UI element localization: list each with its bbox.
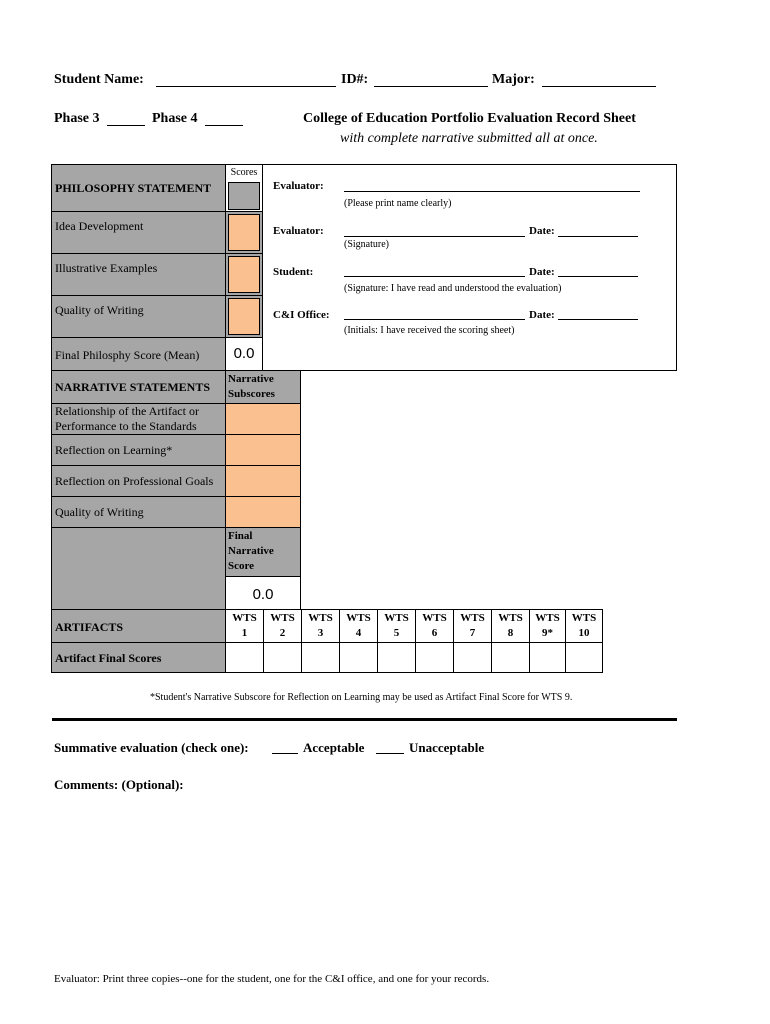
- office-initials-field[interactable]: [344, 319, 525, 320]
- wts-header-number: 2: [279, 627, 286, 639]
- evaluator1-field[interactable]: [344, 191, 640, 192]
- unacceptable-checkbox[interactable]: [376, 753, 404, 754]
- phase4-field[interactable]: [205, 125, 243, 126]
- comments-area[interactable]: [54, 797, 674, 957]
- phase3-label: Phase 3: [54, 111, 100, 126]
- major-field[interactable]: [542, 86, 656, 87]
- narrative-row: [51, 465, 226, 497]
- philosophy-item-label: Illustrative Examples: [55, 261, 158, 275]
- artifact-score-input[interactable]: [565, 642, 603, 673]
- footer-instructions: Evaluator: Print three copies--one for the student, one for the C&I office, and one for your records.: [54, 973, 490, 985]
- evaluator2-date-label: Date:: [529, 225, 555, 237]
- evaluator1-note: (Please print name clearly): [344, 198, 452, 209]
- wts-header-2: [263, 609, 302, 643]
- narrative-final-value: 0.0: [252, 586, 274, 603]
- phase4-label: Phase 4: [152, 111, 198, 126]
- office-date-label: Date:: [529, 309, 555, 321]
- id-label: ID#:: [341, 72, 369, 87]
- wts-header-number: 1: [241, 627, 248, 639]
- philosophy-final-score: [225, 337, 263, 371]
- wts-header-top: WTS: [232, 612, 257, 624]
- philosophy-item-label: Quality of Writing: [55, 303, 144, 317]
- narrative-row: [51, 496, 226, 528]
- narrative-final-score: [225, 576, 301, 610]
- evaluator1-label: Evaluator:: [273, 180, 324, 192]
- student-date-label: Date:: [529, 266, 555, 278]
- signature-box: [262, 164, 677, 371]
- wts-header-7: [453, 609, 492, 643]
- wts-header-top: WTS: [571, 612, 597, 624]
- wts-header-4: [339, 609, 378, 643]
- wts-header-top: WTS: [460, 612, 485, 624]
- artifact-score-input[interactable]: [301, 642, 340, 673]
- scores-label: Scores: [230, 167, 258, 178]
- artifact-score-input[interactable]: [415, 642, 454, 673]
- wts-header-number: 5: [393, 627, 400, 639]
- philosophy-row: [51, 211, 226, 254]
- philosophy-score-frame: [225, 253, 263, 296]
- wts-header-number: 10: [578, 627, 590, 639]
- wts-header-top: WTS: [498, 612, 523, 624]
- evaluator2-note: (Signature): [344, 239, 389, 250]
- philosophy-heading: PHILOSOPHY STATEMENT: [55, 181, 212, 195]
- wts-header-number: 9*: [542, 627, 553, 639]
- student-signature-field[interactable]: [344, 276, 525, 277]
- philosophy-score-input[interactable]: [228, 256, 260, 293]
- evaluator2-label: Evaluator:: [273, 225, 324, 237]
- narrative-row: [51, 434, 226, 466]
- footnote: *Student's Narrative Subscore for Reflection on Learning may be used as Artifact Final Score for WTS 9.: [150, 692, 573, 703]
- wts-header-6: [415, 609, 454, 643]
- narrative-row: [51, 403, 226, 435]
- student-name-label: Student Name:: [54, 72, 144, 87]
- narrative-subscore-input[interactable]: [225, 403, 301, 435]
- philosophy-heading-cell: [51, 164, 226, 212]
- narrative-subscore-input[interactable]: [225, 465, 301, 497]
- artifacts-heading: ARTIFACTS: [55, 620, 124, 634]
- wts-header-number: 8: [507, 627, 514, 639]
- narrative-final-header: [225, 527, 301, 577]
- id-field[interactable]: [374, 86, 488, 87]
- office-label: C&I Office:: [273, 309, 330, 321]
- artifact-score-input[interactable]: [339, 642, 378, 673]
- wts-header-top: WTS: [422, 612, 447, 624]
- wts-header-top: WTS: [535, 612, 560, 624]
- section-divider: [52, 718, 677, 721]
- artifact-score-input[interactable]: [529, 642, 566, 673]
- narrative-subscore-input[interactable]: [225, 434, 301, 466]
- artifact-final-label: Artifact Final Scores: [55, 651, 162, 665]
- philosophy-score-frame: [225, 211, 263, 254]
- philosophy-item-label: Idea Development: [55, 219, 144, 233]
- philosophy-final-label: Final Philosphy Score (Mean): [55, 348, 200, 362]
- narrative-item-label: Reflection on Professional Goals: [55, 474, 214, 488]
- narrative-heading-cell: [51, 370, 226, 404]
- philosophy-score-input[interactable]: [228, 298, 260, 335]
- evaluator2-date-field[interactable]: [558, 236, 638, 237]
- wts-header-9: [529, 609, 566, 643]
- narrative-item-label: Relationship of the Artifact or Performance to the Standards: [55, 404, 199, 433]
- narrative-final-spacer: [51, 527, 226, 610]
- artifact-final-row: [51, 642, 226, 673]
- wts-header-10: [565, 609, 603, 643]
- artifact-score-input[interactable]: [263, 642, 302, 673]
- wts-header-top: WTS: [308, 612, 333, 624]
- wts-header-number: 6: [431, 627, 438, 639]
- wts-header-top: WTS: [270, 612, 295, 624]
- wts-header-top: WTS: [346, 612, 371, 624]
- wts-header-5: [377, 609, 416, 643]
- wts-header-1: [225, 609, 264, 643]
- summative-label: Summative evaluation (check one):: [54, 740, 249, 755]
- artifact-score-input[interactable]: [491, 642, 530, 673]
- office-date-field[interactable]: [558, 319, 638, 320]
- student-label: Student:: [273, 266, 314, 278]
- office-note: (Initials: I have received the scoring sheet): [344, 325, 515, 336]
- narrative-subscore-input[interactable]: [225, 496, 301, 528]
- artifact-score-input[interactable]: [453, 642, 492, 673]
- philosophy-score-input[interactable]: [228, 214, 260, 251]
- wts-header-3: [301, 609, 340, 643]
- philosophy-row: [51, 295, 226, 338]
- narrative-item-label: Reflection on Learning*: [55, 443, 173, 457]
- acceptable-checkbox[interactable]: [272, 753, 298, 754]
- artifact-score-input[interactable]: [225, 642, 264, 673]
- narrative-final-label: Final Narrative Score: [228, 530, 274, 572]
- student-date-field[interactable]: [558, 276, 638, 277]
- philosophy-score-header-cell: [228, 182, 260, 210]
- artifacts-heading-cell: [51, 609, 226, 643]
- student-name-field[interactable]: [156, 86, 336, 87]
- unacceptable-label: Unacceptable: [409, 740, 485, 755]
- wts-header-number: 4: [355, 627, 362, 639]
- student-note: (Signature: I have read and understood the evaluation): [344, 283, 562, 294]
- narrative-subscores-header: [225, 370, 301, 404]
- philosophy-score-frame: [225, 295, 263, 338]
- major-label: Major:: [492, 72, 535, 87]
- wts-header-8: [491, 609, 530, 643]
- narrative-subscores-label: Narrative Subscores: [228, 373, 275, 400]
- philosophy-row: [51, 253, 226, 296]
- philosophy-final-value: 0.0: [233, 345, 255, 362]
- narrative-heading: NARRATIVE STATEMENTS: [55, 380, 211, 394]
- wts-header-number: 7: [469, 627, 476, 639]
- wts-header-number: 3: [317, 627, 324, 639]
- wts-header-top: WTS: [384, 612, 409, 624]
- narrative-item-label: Quality of Writing: [55, 505, 144, 519]
- page-title: College of Education Portfolio Evaluation Record Sheet: [303, 111, 636, 126]
- philosophy-final-row: [51, 337, 226, 371]
- acceptable-label: Acceptable: [303, 740, 365, 755]
- evaluator2-signature-field[interactable]: [344, 236, 525, 237]
- comments-label: Comments: (Optional):: [54, 777, 184, 792]
- artifact-score-input[interactable]: [377, 642, 416, 673]
- page-subtitle: with complete narrative submitted all at once.: [340, 131, 598, 146]
- phase3-field[interactable]: [107, 125, 145, 126]
